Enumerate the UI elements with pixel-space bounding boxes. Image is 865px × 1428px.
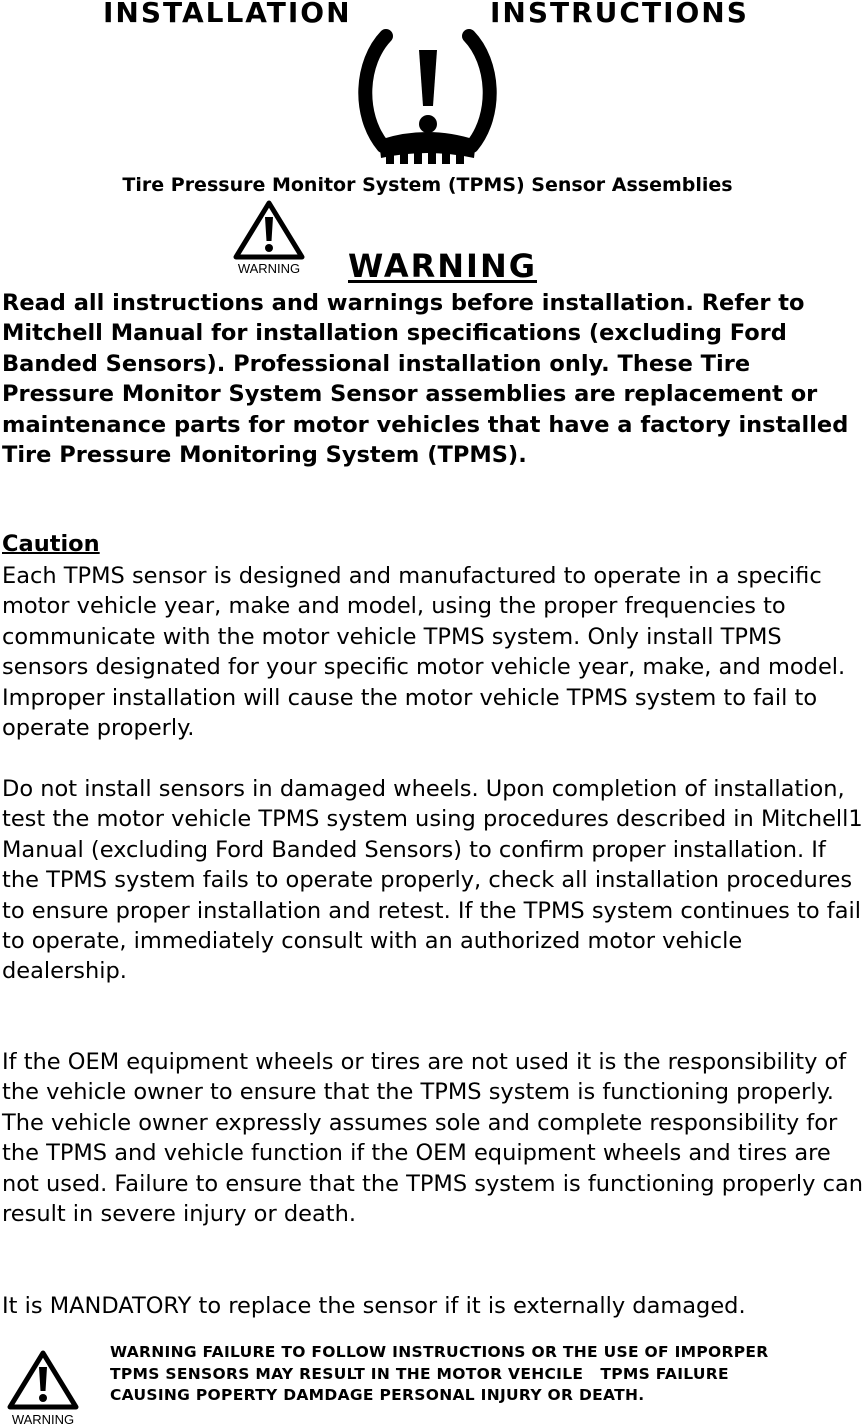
warning-triangle-icon-bottom [6, 1349, 80, 1428]
warning-paragraph: Read all instructions and warnings before installation. Refer to Mitchell Manual for installation specifications (excluding Ford Banded Sensors). Professional installation only. These Tire Pressure Monitor System Sensor assemblies are replacement or maintenance parts for motor vehicles that have a factory installed Tire Pressure Monitoring System (TPMS). [2, 290, 849, 469]
title-word-instructions: INSTRUCTIONS [490, 0, 749, 29]
caution-paragraph-2: Do not install sensors in damaged wheels. Upon completion of installation, test the motor vehicle TPMS system using procedures described in Mitchell1 Manual (excluding Ford Banded Sensors) to confirm proper installation. If the TPMS system fails to operate properly, check all installation procedures to ensure proper installation and retest. If the TPMS system continues to fail to operate, immediately consult with an authorized motor vehicle dealership. [2, 776, 863, 985]
warning-icon-caption: WARNING [237, 261, 301, 276]
caution-paragraph-4: It is MANDATORY to replace the sensor if it is externally damaged. [2, 1293, 746, 1319]
final-warning-text: WARNING FAILURE TO FOLLOW INSTRUCTIONS OR THE USE OF IMPORPER TPMS SENSORS MAY RESULT IN THE MOTOR VEHCILE TPMS FAILURE CAUSING POPERTY DAMDAGE PERSONAL INJURY OR DEATH. [110, 1343, 769, 1404]
caution-heading: Caution [2, 531, 100, 557]
caution-paragraph-1: Each TPMS sensor is designed and manufactured to operate in a specific motor vehicle year, make and model, using the proper frequencies to communicate with the motor vehicle TPMS system. Only install TPMS sensors designated for your specific motor vehicle year, make, and model. Improper installation will cause the motor vehicle TPMS system to fail to operate properly. [2, 563, 846, 742]
title-word-installation: INSTALLATION [103, 0, 352, 29]
warning-heading: WARNING [348, 247, 537, 285]
document-subtitle: Tire Pressure Monitor System (TPMS) Sensor Assemblies [122, 174, 733, 196]
warning-icon-caption-bottom: WARNING [11, 1412, 75, 1427]
warning-triangle-icon [232, 199, 306, 279]
tpms-warning-icon [355, 28, 500, 168]
caution-paragraph-3: If the OEM equipment wheels or tires are not used it is the responsibility of the vehicle owner to ensure that the TPMS system is functioning properly. The vehicle owner expressly assumes sole and complete responsibility for the TPMS and vehicle function if the OEM equipment wheels and tires are not used. Failure to ensure that the TPMS system is functioning properly can result in severe injury or death. [2, 1049, 864, 1228]
document-title [0, 0, 865, 30]
